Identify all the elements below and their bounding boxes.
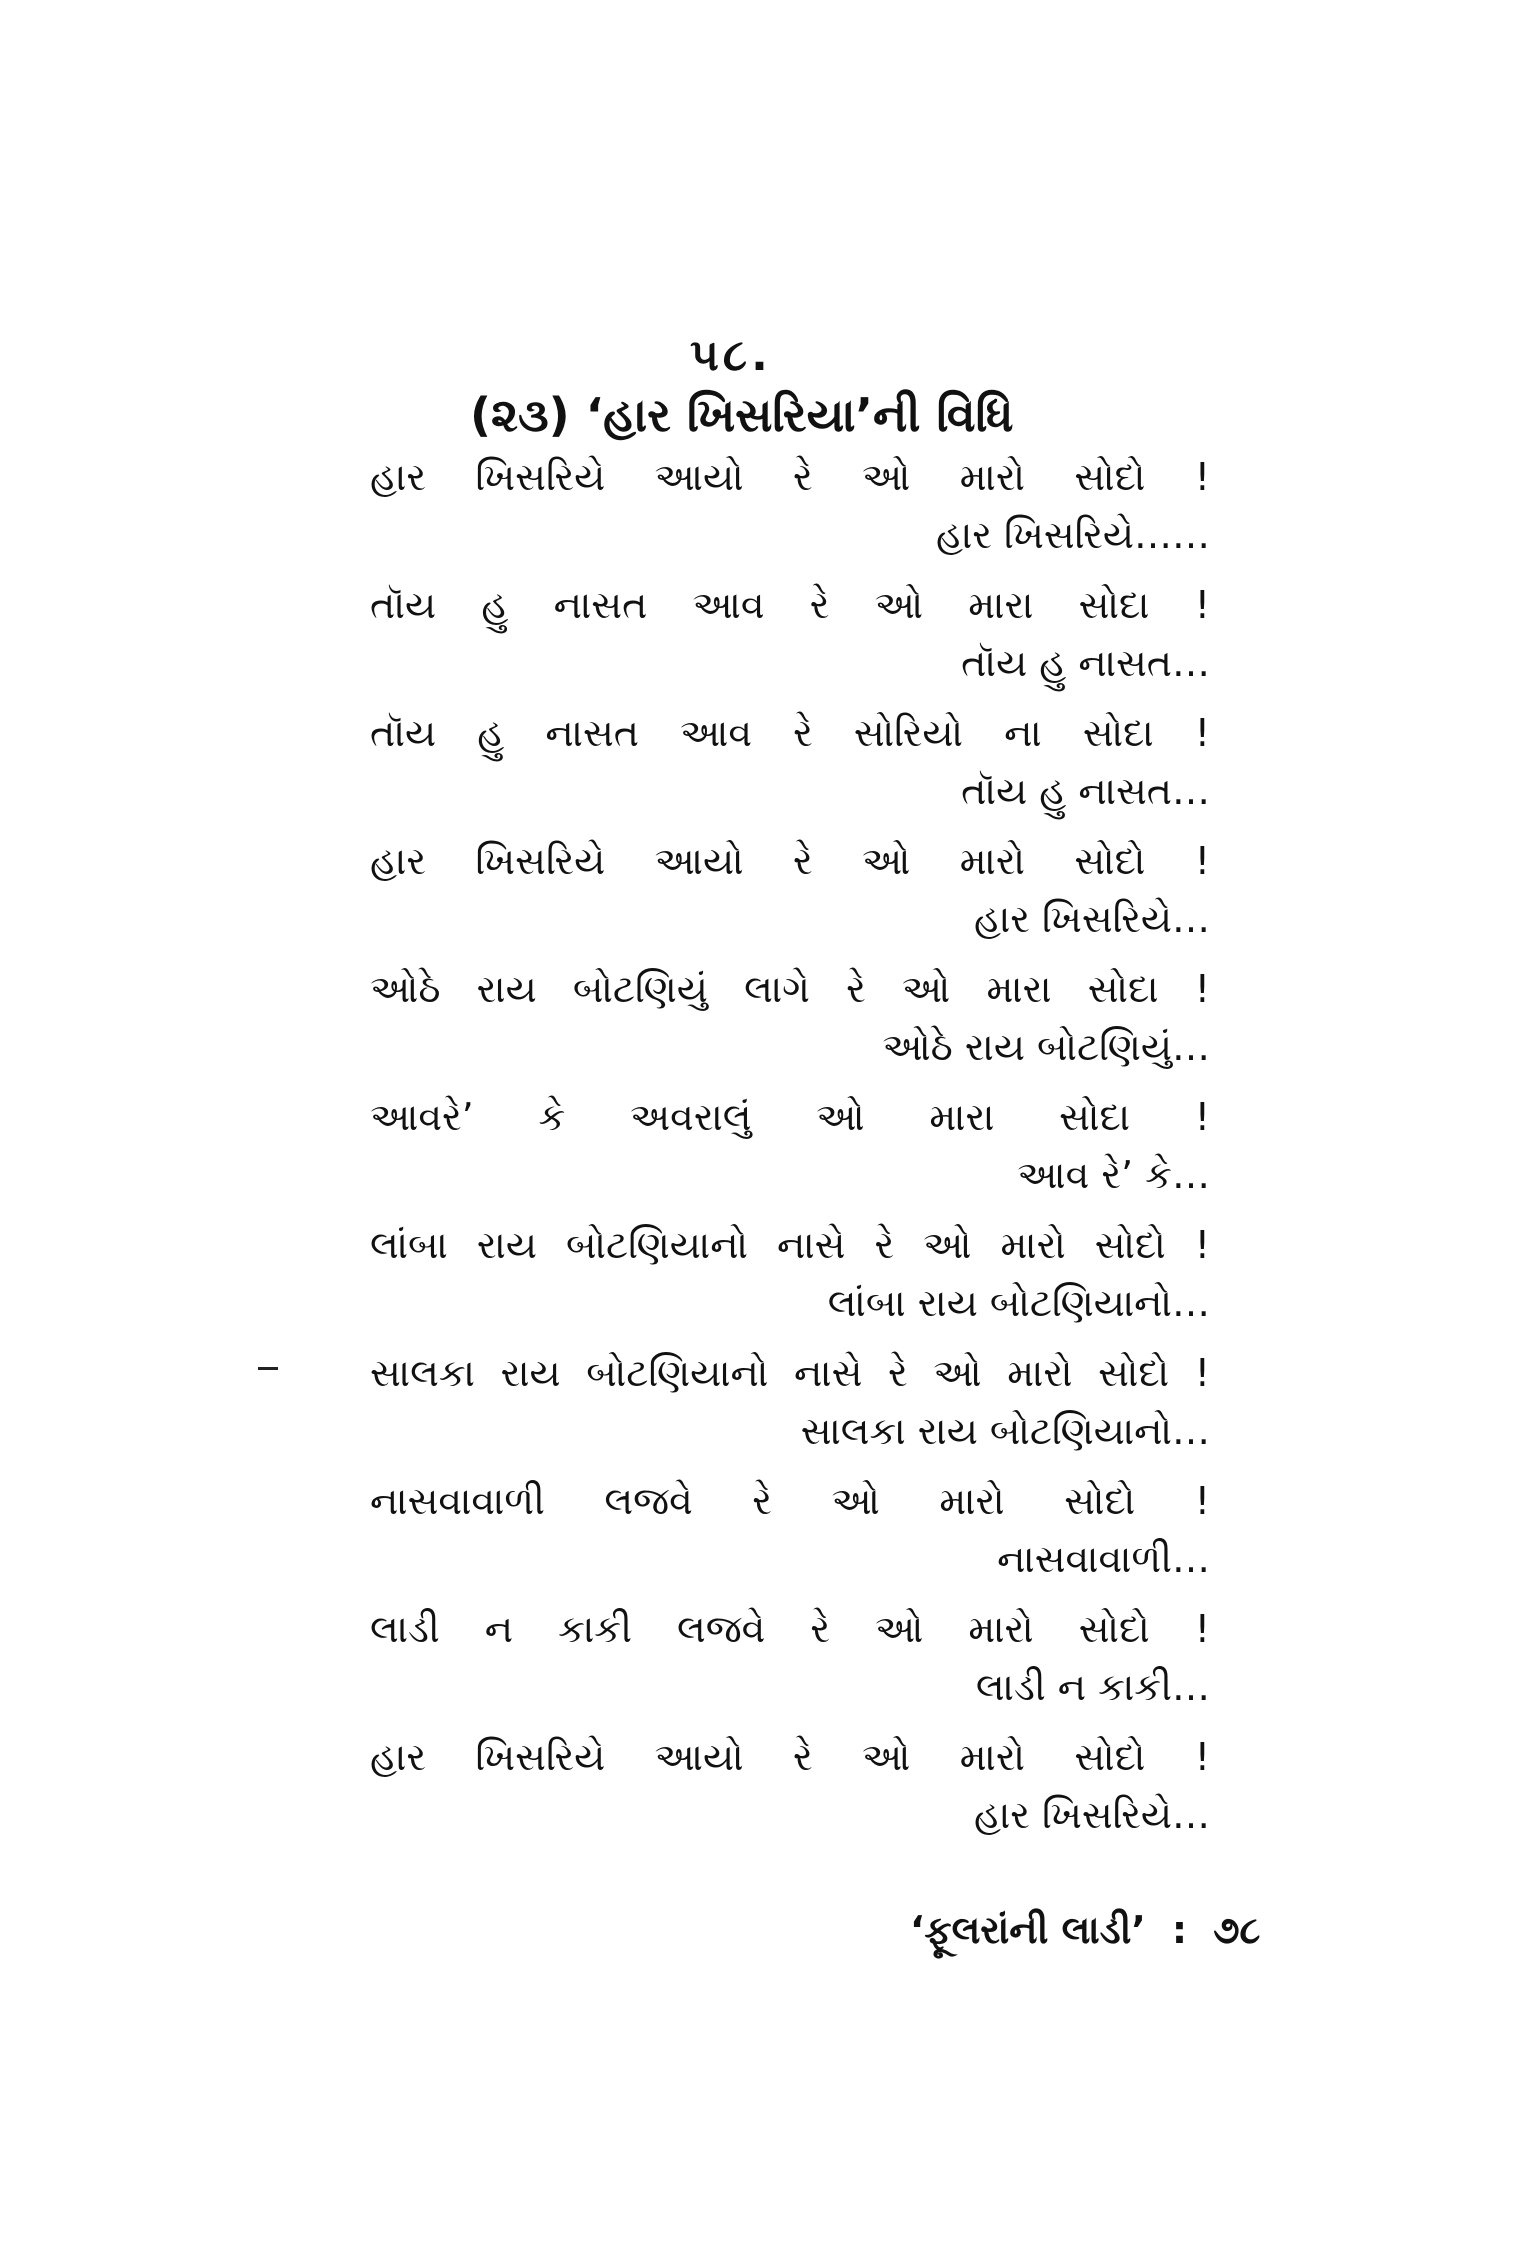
verse-refrain: નાસવાવાળી… (997, 1537, 1210, 1581)
song-title: (૨૩) ‘હાર ખિસરિયા’ની વિધિ (470, 388, 1014, 442)
verse-refrain: લાડી ન કાકી… (975, 1665, 1210, 1709)
verse-refrain: હાર ખિસરિયે… (973, 1793, 1210, 1837)
verse-line: તૉય હુ નાસત આવ રે ઓ મારા સોદા ! (370, 583, 1210, 627)
verse-refrain: હાર ખિસરિયે…… (935, 513, 1210, 557)
verse-line: લાડી ન કાકી લજવે રે ઓ મારો સોદો ! (370, 1607, 1210, 1651)
verse-line: લાંબા રાય બોટણિયાનો નાસે રે ઓ મારો સોદો ! (370, 1223, 1210, 1267)
verse (370, 708, 1210, 836)
verse (370, 1476, 1210, 1604)
margin-mark (258, 1367, 278, 1370)
footer-book-title: ‘ફૂલરાંની લાડી’ (910, 1908, 1146, 1952)
verse (370, 1348, 1210, 1476)
verse-line: આવરે’ કે અવરાલું ઓ મારા સોદા ! (370, 1095, 1210, 1139)
song-verses (370, 452, 1210, 1860)
verse-line: તૉય હુ નાસત આવ રે સોરિયો ના સોદા ! (370, 711, 1210, 755)
verse (370, 452, 1210, 580)
verse-line: ઓઠે રાય બોટણિયું લાગે રે ઓ મારા સોદા ! (370, 967, 1210, 1011)
song-number: ૫૮. (690, 330, 772, 381)
verse (370, 580, 1210, 708)
verse (370, 1092, 1210, 1220)
verse-refrain: હાર ખિસરિયે… (973, 897, 1210, 941)
verse-refrain: આવ રે’ કે… (1017, 1153, 1210, 1197)
verse-refrain: તૉય હુ નાસત… (961, 641, 1210, 685)
footer-separator: : (1171, 1908, 1188, 1952)
verse-line: હાર ખિસરિયે આયો રે ઓ મારો સોદો ! (370, 1735, 1210, 1779)
verse (370, 1732, 1210, 1860)
page-footer (910, 1908, 1260, 1953)
verse-line: હાર ખિસરિયે આયો રે ઓ મારો સોદો ! (370, 455, 1210, 499)
verse-refrain: ઓઠે રાય બોટણિયું… (882, 1025, 1210, 1069)
verse-line: હાર ખિસરિયે આયો રે ઓ મારો સોદો ! (370, 839, 1210, 883)
verse-line: સાલકા રાય બોટણિયાનો નાસે રે ઓ મારો સોદો ! (370, 1351, 1210, 1395)
verse (370, 964, 1210, 1092)
verse (370, 1604, 1210, 1732)
verse-line: નાસવાવાળી લજવે રે ઓ મારો સોદો ! (370, 1479, 1210, 1523)
verse-refrain: લાંબા રાય બોટણિયાનો… (827, 1281, 1210, 1325)
page-number: ૭૮ (1213, 1908, 1261, 1952)
verse (370, 1220, 1210, 1348)
verse (370, 836, 1210, 964)
verse-refrain: તૉય હુ નાસત… (961, 769, 1210, 813)
verse-refrain: સાલકા રાય બોટણિયાનો… (800, 1409, 1210, 1453)
